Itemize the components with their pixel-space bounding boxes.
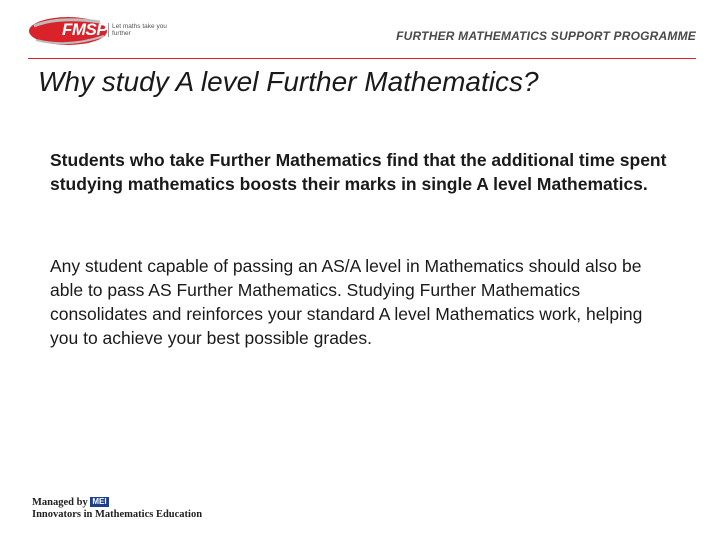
programme-name: FURTHER MATHEMATICS SUPPORT PROGRAMME	[396, 29, 696, 43]
header-divider	[28, 58, 696, 59]
managed-by-label: Managed by	[32, 497, 88, 508]
mei-organisation: Innovators in Mathematics Education	[32, 509, 203, 520]
slide-title: Why study A level Further Mathematics?	[38, 66, 539, 97]
logo-tagline: Let maths take you further	[108, 23, 172, 37]
paragraph-2: Any student capable of passing an AS/A level in Mathematics should also be able to pass AS Further Mathematics. Studying Further Mathematics consolidates and reinforces your standard A level Mathematics work, helping you to achieve your best possible grades.	[50, 256, 643, 348]
mei-logo: MEI	[92, 497, 107, 506]
mei-footer	[32, 497, 202, 521]
fmsp-logo	[28, 14, 167, 48]
logo-text: FMSP	[62, 20, 108, 39]
paragraph-1: Students who take Further Mathematics find that the additional time spent studying mathematics boosts their marks in single A level Mathematics.	[50, 150, 667, 194]
